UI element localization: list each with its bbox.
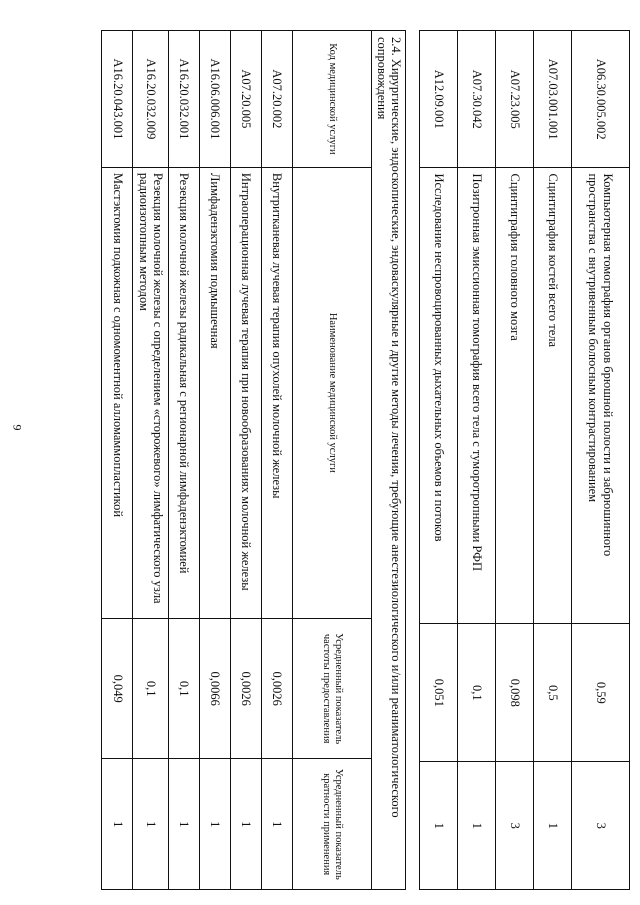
multiplicity-value: 1	[231, 759, 262, 890]
service-code: A16.20.032.009	[133, 31, 169, 168]
service-name: Внутритканевая лучевая терапия опухолей молочной железы	[262, 167, 293, 618]
service-code: A07.03.001.001	[534, 31, 572, 168]
frequency-value: 0,59	[572, 624, 630, 762]
service-code: A16.06.006.001	[200, 31, 231, 168]
service-code: A12.09.001	[420, 31, 458, 168]
services-table-continued	[419, 30, 630, 890]
service-name: Сцинтиграфия костей всего тела	[534, 168, 572, 624]
multiplicity-value: 1	[534, 762, 572, 890]
service-code: A07.20.002	[262, 31, 293, 168]
multiplicity-value: 1	[169, 759, 200, 890]
multiplicity-value: 3	[572, 762, 630, 890]
service-name: Резекция молочной железы радикальная с регионарной лимфаденэктомией	[169, 167, 200, 618]
table-row	[458, 31, 496, 890]
header-frequency: Усредненный показатель частоты предоставления	[293, 618, 372, 759]
multiplicity-value: 1	[420, 762, 458, 890]
multiplicity-value: 1	[133, 759, 169, 890]
multiplicity-value: 1	[458, 762, 496, 890]
frequency-value: 0,1	[133, 618, 169, 759]
table-row	[133, 31, 169, 890]
header-row	[293, 31, 372, 890]
service-code: A07.30.042	[458, 31, 496, 168]
multiplicity-value: 1	[262, 759, 293, 890]
multiplicity-value: 1	[102, 759, 133, 890]
table-row	[420, 31, 458, 890]
multiplicity-value: 1	[200, 759, 231, 890]
multiplicity-value: 3	[496, 762, 534, 890]
service-code: A16.20.043.001	[102, 31, 133, 168]
service-name: Интраоперационная лучевая терапия при новообразованиях молочной железы	[231, 167, 262, 618]
service-code: A07.23.005	[496, 31, 534, 168]
service-code: A06.30.005.002	[572, 31, 630, 168]
table-row	[169, 31, 200, 890]
surgical-services-table	[102, 30, 407, 890]
frequency-value: 0,0026	[262, 618, 293, 759]
service-name: Сцинтиграфия головного мозга	[496, 168, 534, 624]
table-row	[572, 31, 630, 890]
section-title: 2.4. Хирургические, эндоскопические, эндоваскулярные и другие методы лечения, требующие анестезиологического и/или реаниматологического сопровождения	[372, 31, 406, 890]
service-name: Резекция молочной железы с определением «сторожевого» лимфатического узла радиоизотопным методом	[133, 167, 169, 618]
table-row	[534, 31, 572, 890]
frequency-value: 0,5	[534, 624, 572, 762]
table-row	[262, 31, 293, 890]
service-name: Мастэктомия подкожная с одномоментной алломаммопластикой	[102, 167, 133, 618]
frequency-value: 0,1	[169, 618, 200, 759]
service-code: A07.20.005	[231, 31, 262, 168]
frequency-value: 0,049	[102, 618, 133, 759]
frequency-value: 0,0066	[200, 618, 231, 759]
service-name: Лимфаденэктомия подмышечная	[200, 167, 231, 618]
header-code: Код медицинской услуги	[293, 31, 372, 168]
frequency-value: 0,0026	[231, 618, 262, 759]
frequency-value: 0,098	[496, 624, 534, 762]
table-row	[231, 31, 262, 890]
service-name: Исследование неспровоцированных дыхательных объемов и потоков	[420, 168, 458, 624]
frequency-value: 0,1	[458, 624, 496, 762]
rotated-page	[40, 30, 630, 890]
table-row	[102, 31, 133, 890]
page-number: 9	[10, 424, 25, 431]
service-name: Компьютерная томография органов брюшной полости и забрюшинного пространства с внутривенным болюсным контрастированием	[572, 168, 630, 624]
header-multiplicity: Усредненный показатель кратности применения	[293, 759, 372, 890]
section-title-row	[372, 31, 406, 890]
table-row	[200, 31, 231, 890]
header-name: Наименование медицинской услуги	[293, 167, 372, 618]
service-code: A16.20.032.001	[169, 31, 200, 168]
table-row	[496, 31, 534, 890]
service-name: Позитронная эмиссионная томография всего тела с туморотропными РФП	[458, 168, 496, 624]
frequency-value: 0,051	[420, 624, 458, 762]
